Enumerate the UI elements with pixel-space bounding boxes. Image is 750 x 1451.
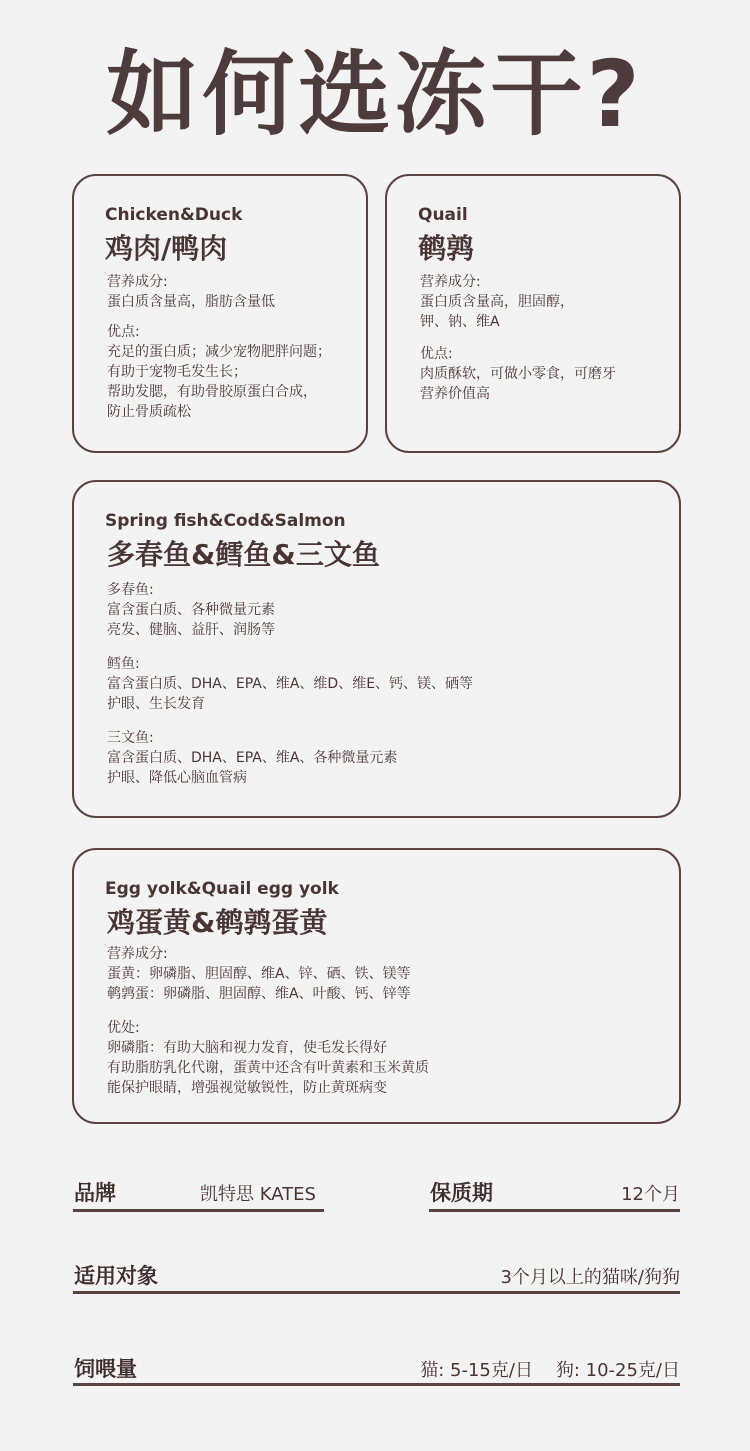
block-line: 护眼、生长发育 xyxy=(107,696,205,712)
block-line: 鳕鱼: xyxy=(107,656,140,672)
block-line: 能保护眼睛，增强视觉敏锐性，防止黄斑病变 xyxy=(107,1080,387,1096)
shelf-life-divider xyxy=(429,1209,680,1212)
advantage-block xyxy=(107,1018,429,1098)
card-chinese-title: 鸡蛋黄&鹌鹑蛋黄 xyxy=(107,906,328,939)
card-egg-yolk xyxy=(72,848,681,1124)
block-line: 富含蛋白质、各种微量元素 xyxy=(107,602,275,618)
block-line: 优处: xyxy=(107,1020,140,1036)
brand-value: 凯特思 KATES xyxy=(200,1184,316,1205)
block-line: 鹌鹑蛋：卵磷脂、胆固醇、维A、叶酸、钙、锌等 xyxy=(107,986,411,1002)
card-chicken-duck xyxy=(72,174,368,453)
block-line: 肉质酥软，可做小零食，可磨牙 xyxy=(420,366,616,382)
block-line: 蛋黄：卵磷脂、胆固醇、维A、锌、硒、铁、镁等 xyxy=(107,966,411,982)
card-chinese-title: 鹌鹑 xyxy=(418,232,475,265)
block-line: 营养成分: xyxy=(107,274,168,290)
page-title: 如何选冻干? xyxy=(106,41,644,148)
card-chinese-title: 鸡肉/鸭肉 xyxy=(105,232,228,265)
feeding-divider xyxy=(73,1383,680,1386)
block-line: 钾、钠、维A xyxy=(420,314,500,330)
card-english-title: Spring fish&Cod&Salmon xyxy=(105,511,346,531)
card-english-title: Chicken&Duck xyxy=(105,205,243,225)
block-line: 防止骨质疏松 xyxy=(107,404,191,420)
block-line: 有助脂肪乳化代谢，蛋黄中还含有叶黄素和玉米黄质 xyxy=(107,1060,429,1076)
block-line: 三文鱼: xyxy=(107,730,154,746)
block-line: 富含蛋白质、DHA、EPA、维A、各种微量元素 xyxy=(107,750,398,766)
block-line: 帮助发腮，有助骨胶原蛋白合成， xyxy=(107,384,317,400)
nutrition-block xyxy=(420,272,574,332)
target-value: 3个月以上的猫咪/狗狗 xyxy=(500,1267,680,1288)
block-line: 蛋白质含量高，胆固醇， xyxy=(420,294,574,310)
block-line: 充足的蛋白质；减少宠物肥胖问题； xyxy=(107,344,331,360)
target-label: 适用对象 xyxy=(74,1264,158,1288)
block-line: 优点: xyxy=(420,346,453,362)
spring-fish-block xyxy=(107,580,275,640)
target-divider xyxy=(73,1291,680,1294)
brand-divider xyxy=(73,1209,324,1212)
block-line: 营养成分: xyxy=(107,946,168,962)
card-english-title: Quail xyxy=(418,205,468,225)
salmon-block xyxy=(107,728,397,788)
block-line: 有助于宠物毛发生长； xyxy=(107,364,247,380)
block-line: 营养成分: xyxy=(420,274,481,290)
block-line: 营养价值高 xyxy=(420,386,490,402)
block-line: 优点: xyxy=(107,324,140,340)
shelf-life-value: 12个月 xyxy=(621,1184,680,1205)
nutrition-block xyxy=(107,272,275,312)
card-chinese-title: 多春鱼&鳕鱼&三文鱼 xyxy=(107,538,380,571)
card-english-title: Egg yolk&Quail egg yolk xyxy=(105,879,339,899)
block-line: 多春鱼: xyxy=(107,582,154,598)
cod-block xyxy=(107,654,473,714)
block-line: 富含蛋白质、DHA、EPA、维A、维D、维E、钙、镁、硒等 xyxy=(107,676,474,692)
nutrition-block xyxy=(107,944,411,1004)
block-line: 护眼、降低心脑血管病 xyxy=(107,770,247,786)
card-quail xyxy=(385,174,681,453)
advantage-block xyxy=(420,344,616,404)
block-line: 亮发、健脑、益肝、润肠等 xyxy=(107,622,275,638)
block-line: 蛋白质含量高，脂肪含量低 xyxy=(107,294,275,310)
feeding-value: 猫: 5-15克/日 狗: 10-25克/日 xyxy=(420,1360,680,1381)
advantage-block xyxy=(107,322,331,422)
feeding-label: 饲喂量 xyxy=(74,1357,137,1381)
brand-label: 品牌 xyxy=(74,1181,116,1205)
card-fish xyxy=(72,480,681,818)
block-line: 卵磷脂：有助大脑和视力发育，使毛发长得好 xyxy=(107,1040,387,1056)
shelf-life-label: 保质期 xyxy=(430,1181,493,1205)
